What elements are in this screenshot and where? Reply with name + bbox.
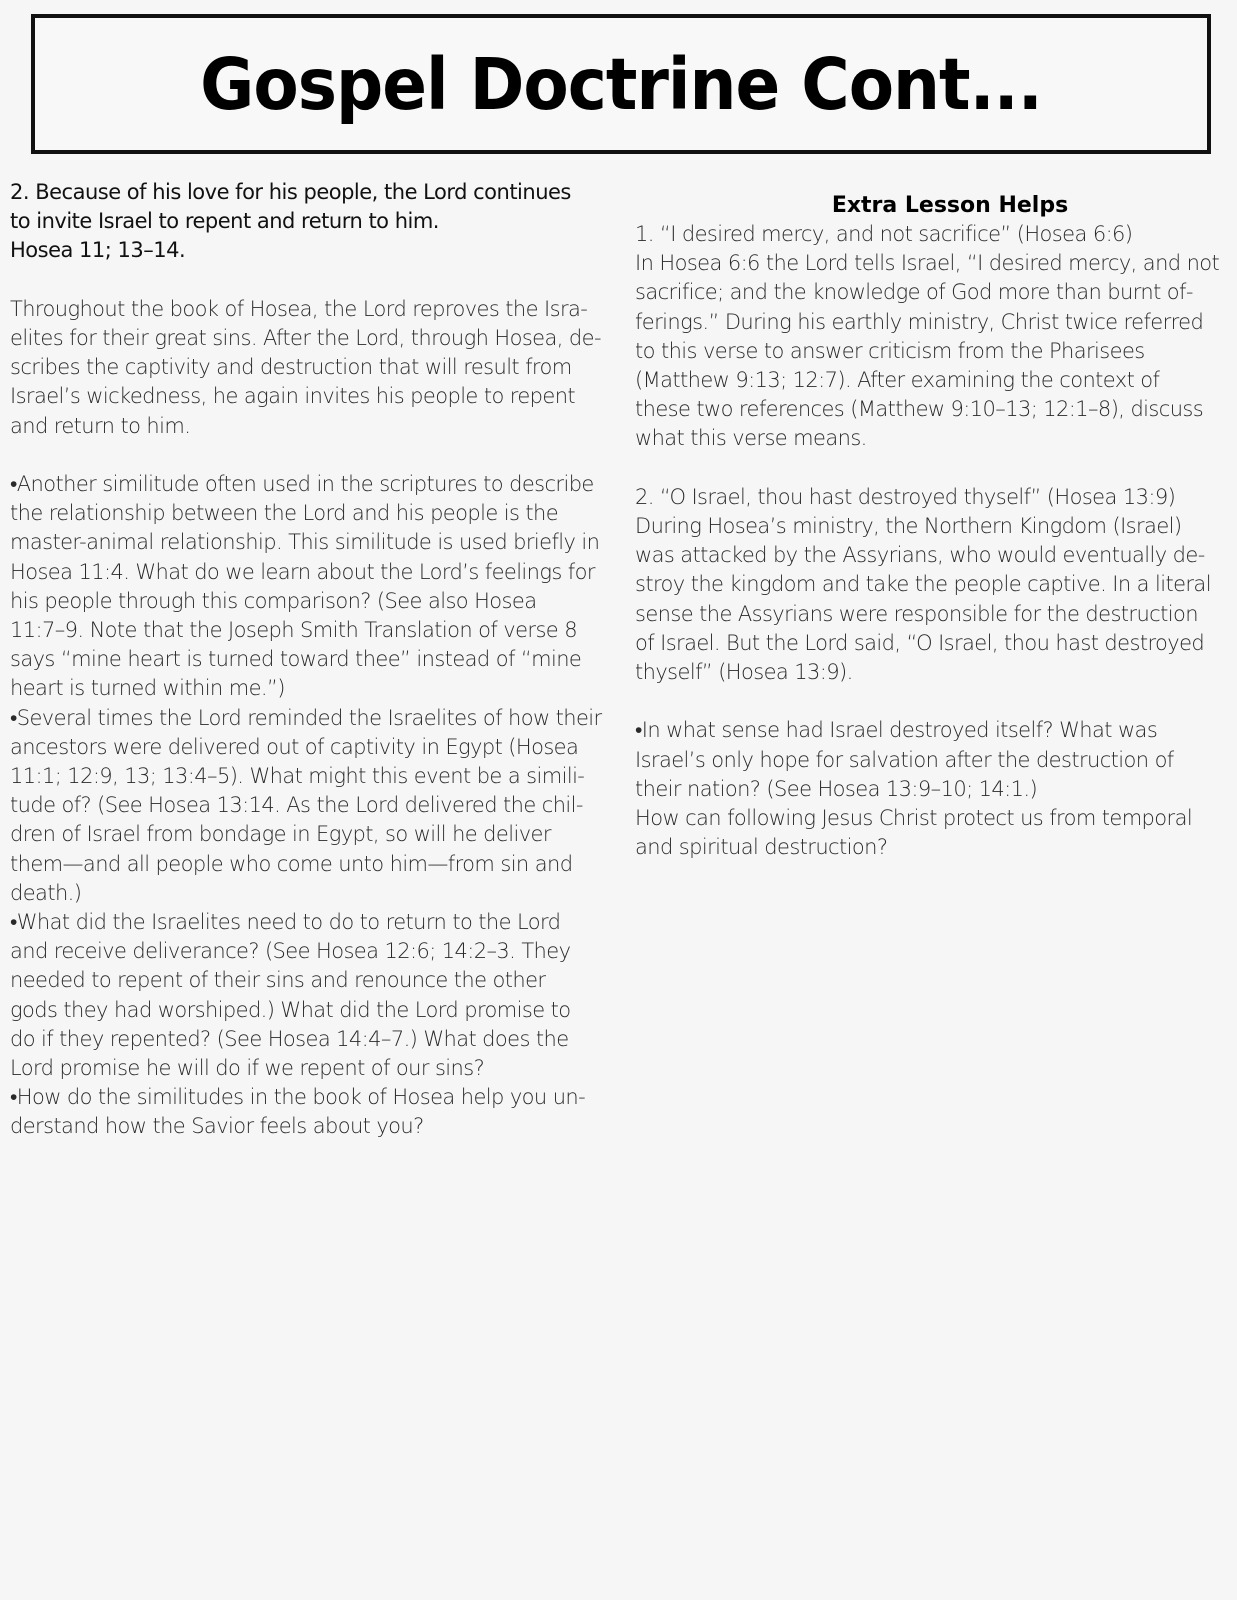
text-line: stroy the kingdom and take the people captive. In a literal (635, 572, 1211, 597)
text-line: needed to repent of their sins and renounce the other (10, 968, 546, 993)
text-line: Hosea 11; 13–14. (10, 238, 186, 263)
text-line: Hosea 11:4. What do we learn about the Lord’s feelings for (10, 559, 595, 584)
paragraph (10, 470, 620, 1142)
text-line: Israel’s only hope for salvation after the destruction of (635, 747, 1174, 772)
text-line: elites for their great sins. After the Lord, through Hosea, de- (10, 326, 601, 350)
lesson-point-heading (10, 178, 620, 266)
text-line: •Another similitude often used in the scriptures to describe (10, 472, 594, 496)
text-line: to this verse to answer criticism from the Pharisees (635, 338, 1145, 363)
text-line: Throughout the book of Hosea, the Lord reproves the Isra- (10, 296, 588, 321)
paragraph-gap (10, 266, 620, 295)
right-column (635, 178, 1235, 862)
text-line: thyself” (Hosea 13:9). (635, 660, 853, 685)
text-line: his people through this comparison? (See also Hosea (10, 588, 537, 613)
paragraph (10, 295, 620, 441)
title-box (31, 14, 1211, 154)
paragraph (635, 716, 1235, 862)
text-line: derstand how the Savior feels about you? (10, 1114, 424, 1139)
text-line: and spiritual destruction? (635, 835, 888, 860)
text-line: sacrifice; and the knowledge of God more than burnt of- (635, 280, 1193, 305)
text-line: do if they repented? (See Hosea 14:4–7.) What does the (10, 1026, 569, 1051)
text-line: Israel’s wickedness, he again invites his people to repent (10, 384, 576, 409)
text-line: 2. Because of his love for his people, the Lord continues (10, 180, 571, 204)
text-line: •How do the similitudes in the book of Hosea help you un- (10, 1085, 586, 1110)
extra-lesson-helps-heading: Extra Lesson Helps (831, 193, 1069, 218)
text-line: 1. “I desired mercy, and not sacrifice” (Hosea 6:6) (635, 222, 1133, 246)
text-line: was attacked by the Assyrians, who would eventually de- (635, 543, 1205, 568)
text-line: In Hosea 6:6 the Lord tells Israel, “I desired mercy, and not (635, 251, 1220, 276)
left-column (10, 178, 620, 1142)
text-line: says “mine heart is turned toward thee” instead of “mine (10, 647, 582, 672)
text-line: these two references (Matthew 9:10–13; 12:1–8), discuss (635, 397, 1204, 422)
paragraph (635, 483, 1235, 687)
text-line: 11:7–9. Note that the Joseph Smith Translation of verse 8 (10, 618, 577, 643)
text-line: How can following Jesus Christ protect us from temporal (635, 806, 1193, 831)
text-line: and receive deliverance? (See Hosea 12:6; 14:2–3. They (10, 939, 571, 964)
paragraph (635, 220, 1235, 454)
paragraph-gap (635, 454, 1235, 483)
page-title: Gospel Doctrine Cont... (200, 42, 1042, 126)
text-line: 11:1; 12:9, 13; 13:4–5). What might this event be a simili- (10, 764, 585, 789)
left-body (10, 266, 620, 1142)
text-line: master-animal relationship. This similitude is used briefly in (10, 530, 600, 555)
text-line: During Hosea’s ministry, the Northern Kingdom (Israel) (635, 514, 1182, 539)
text-line: Lord promise he will do if we repent of our sins? (10, 1056, 485, 1081)
text-line: 2. “O Israel, thou hast destroyed thyself” (Hosea 13:9) (635, 484, 1176, 509)
text-line: scribes the captivity and destruction that will result from (10, 355, 572, 380)
text-line: the relationship between the Lord and his people is the (10, 501, 559, 526)
right-body (635, 220, 1235, 862)
text-line: what this verse means. (635, 426, 867, 451)
text-line: ferings.” During his earthly ministry, Christ twice referred (635, 309, 1204, 334)
text-line: ancestors were delivered out of captivity in Egypt (Hosea (10, 734, 579, 759)
text-line: dren of Israel from bondage in Egypt, so will he deliver (10, 822, 551, 847)
text-line: •What did the Israelites need to do to return to the Lord (10, 910, 561, 935)
text-line: heart is turned within me.”) (10, 676, 285, 701)
text-line: of Israel. But the Lord said, “O Israel, thou hast destroyed (635, 630, 1205, 655)
paragraph-gap (10, 441, 620, 470)
text-line: tude of? (See Hosea 13:14. As the Lord delivered the chil- (10, 793, 583, 818)
text-line: their nation? (See Hosea 13:9–10; 14:1.) (635, 776, 1038, 801)
text-line: (Matthew 9:13; 12:7). After examining the context of (635, 368, 1160, 393)
text-line: •In what sense had Israel destroyed itself? What was (635, 718, 1158, 743)
paragraph-gap (635, 687, 1235, 716)
text-line: them—and all people who come unto him—from sin and (10, 851, 573, 876)
text-line: to invite Israel to repent and return to him. (10, 209, 439, 234)
text-line: gods they had worshiped.) What did the Lord promise to (10, 997, 571, 1022)
text-line: sense the Assyrians were responsible for the destruction (635, 601, 1198, 626)
text-line: death.) (10, 880, 82, 905)
text-line: and return to him. (10, 413, 191, 438)
text-line: •Several times the Lord reminded the Israelites of how their (10, 705, 602, 730)
